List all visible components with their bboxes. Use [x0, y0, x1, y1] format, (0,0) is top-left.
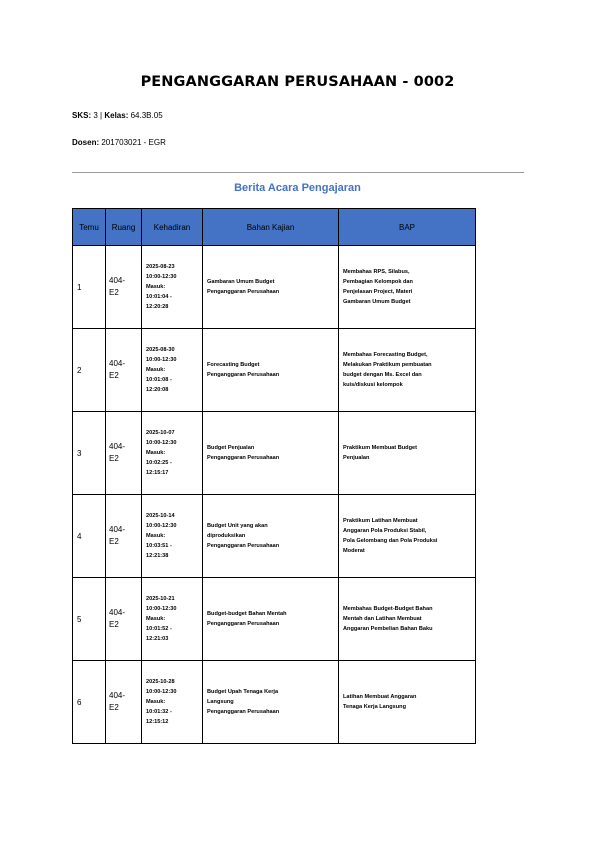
header-ruang: Ruang — [106, 209, 142, 246]
teaching-record-table — [72, 208, 476, 744]
sks-value: 3 — [93, 111, 98, 120]
table-row — [73, 329, 476, 412]
dosen-label: Dosen: — [72, 138, 100, 147]
table-row — [73, 661, 476, 744]
cell-kehadiran: 2025-10-28 10:00-12:30 Masuk: 10:01:32 - 12:15:12 — [142, 661, 203, 744]
cell-bap: Latihan Membuat Anggaran Tenaga Kerja Langsung — [339, 661, 476, 744]
cell-temu: 3 — [73, 412, 106, 495]
cell-temu: 1 — [73, 246, 106, 329]
separator: | — [100, 111, 103, 120]
cell-bap: Membahas RPS, Silabus, Pembagian Kelompok dan Penjelasan Project, Materi Gambaran Umum Budget — [339, 246, 476, 329]
cell-ruang: 404- E2 — [106, 246, 142, 329]
cell-kehadiran: 2025-10-14 10:00-12:30 Masuk: 10:03:51 - 12:21:38 — [142, 495, 203, 578]
cell-kehadiran: 2025-10-07 10:00-12:30 Masuk: 10:02:25 - 12:15:17 — [142, 412, 203, 495]
cell-kehadiran: 2025-08-30 10:00-12:30 Masuk: 10:01:08 - 12:20:08 — [142, 329, 203, 412]
cell-kehadiran: 2025-10-21 10:00-12:30 Masuk: 10:01:52 - 12:21:03 — [142, 578, 203, 661]
sks-label: SKS: — [72, 111, 92, 120]
cell-bahan-kajian: Budget Unit yang akan diproduksikan Penganggaran Perusahaan — [203, 495, 339, 578]
cell-temu: 6 — [73, 661, 106, 744]
cell-bahan-kajian: Budget-budget Bahan Mentah Penganggaran Perusahaan — [203, 578, 339, 661]
cell-bahan-kajian: Budget Penjualan Penganggaran Perusahaan — [203, 412, 339, 495]
header-bap: BAP — [339, 209, 476, 246]
cell-bap: Membahas Forecasting Budget, Melakukan Praktikum pembuatan budget dengan Ms. Excel dan kuis/diskusi kelompok — [339, 329, 476, 412]
table-row — [73, 412, 476, 495]
cell-ruang: 404- E2 — [106, 329, 142, 412]
cell-kehadiran: 2025-08-23 10:00-12:30 Masuk: 10:01:04 - 12:20:28 — [142, 246, 203, 329]
cell-temu: 5 — [73, 578, 106, 661]
cell-ruang: 404- E2 — [106, 661, 142, 744]
kelas-value: 64.3B.05 — [130, 111, 163, 120]
divider — [72, 172, 524, 173]
header-bahan-kajian: Bahan Kajian — [203, 209, 339, 246]
cell-ruang: 404- E2 — [106, 495, 142, 578]
cell-bahan-kajian: Gambaran Umum Budget Penganggaran Perusahaan — [203, 246, 339, 329]
kelas-label: Kelas: — [104, 111, 129, 120]
cell-bap: Membahas Budget-Budget Bahan Mentah dan Latihan Membuat Anggaran Pembelian Bahan Baku — [339, 578, 476, 661]
table-row — [73, 495, 476, 578]
header-kehadiran: Kehadiran — [142, 209, 203, 246]
course-info — [72, 111, 163, 120]
table-header-row — [73, 209, 476, 246]
table-row — [73, 578, 476, 661]
cell-ruang: 404- E2 — [106, 578, 142, 661]
dosen-value: 201703021 - EGR — [101, 138, 166, 147]
cell-bahan-kajian: Budget Upah Tenaga Kerja Langsung Penganggaran Perusahaan — [203, 661, 339, 744]
cell-bahan-kajian: Forecasting Budget Penganggaran Perusahaan — [203, 329, 339, 412]
table-row — [73, 246, 476, 329]
header-temu: Temu — [73, 209, 106, 246]
section-title: Berita Acara Pengajaran — [234, 182, 361, 194]
lecturer-info — [72, 138, 166, 147]
cell-ruang: 404- E2 — [106, 412, 142, 495]
cell-temu: 2 — [73, 329, 106, 412]
document-title: PENGANGGARAN PERUSAHAAN - 0002 — [140, 74, 455, 90]
cell-bap: Praktikum Latihan Membuat Anggaran Pola Produksi Stabil, Pola Gelombang dan Pola Produksi Moderat — [339, 495, 476, 578]
cell-temu: 4 — [73, 495, 106, 578]
cell-bap: Praktikum Membuat Budget Penjualan — [339, 412, 476, 495]
